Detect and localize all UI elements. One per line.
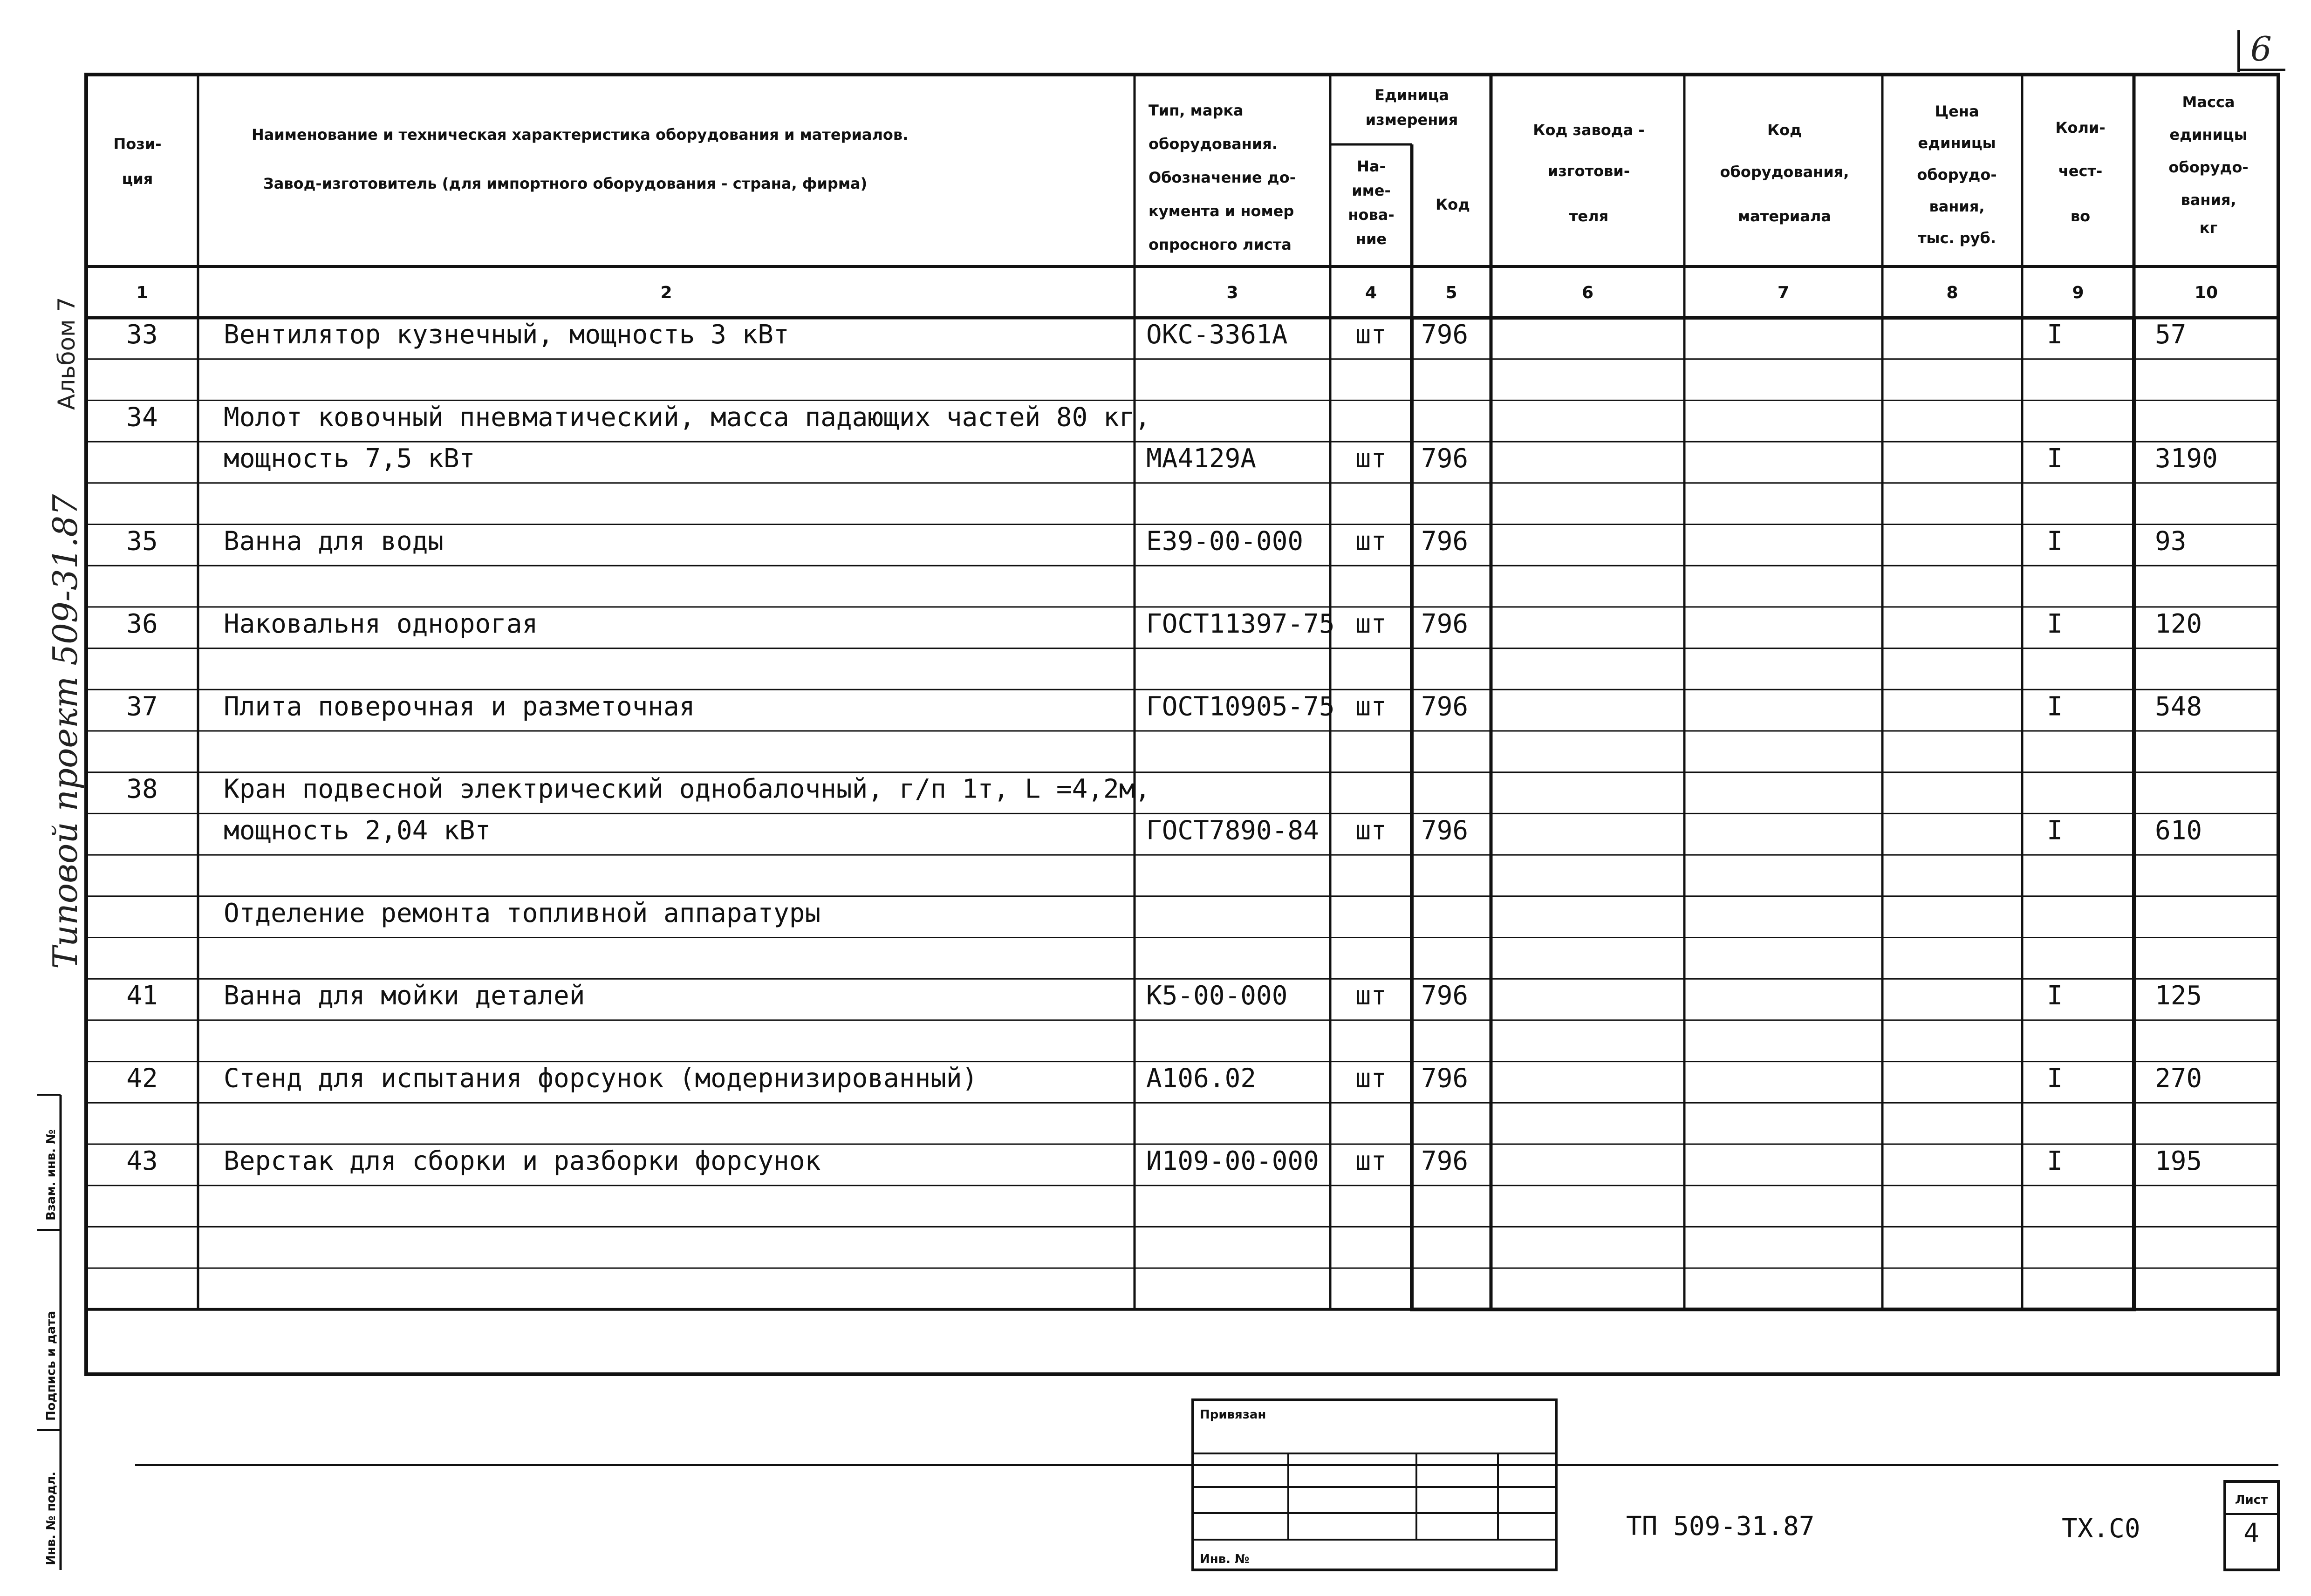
cell-unit-code: 796 (1421, 443, 1469, 474)
cell-type: МА4129А (1146, 443, 1257, 474)
cell-type: ГОСТ10905-75 (1146, 691, 1335, 722)
cell-position: 38 (126, 774, 158, 805)
cell-mass: 120 (2155, 608, 2202, 639)
hdr-type-1: Тип, марка (1149, 102, 1244, 119)
cell-name: Стенд для испытания форсунок (модернизированный) (224, 1063, 978, 1094)
cell-name: мощность 2,04 кВт (224, 815, 491, 846)
hdr-type-5: опросного листа (1149, 236, 1292, 253)
hdr-plant-1: Код завода - (1533, 121, 1645, 139)
list-label: Лист (2235, 1493, 2268, 1507)
cell-mass: 93 (2155, 526, 2187, 557)
doc-code: ТП 509-31.87 (1626, 1511, 1815, 1541)
table-row (126, 320, 2186, 350)
cell-mass: 195 (2155, 1146, 2202, 1176)
list-number: 4 (2243, 1518, 2259, 1548)
hdr-unitname-3: нова- (1348, 206, 1395, 224)
cell-unit: шт (1355, 1146, 1387, 1176)
hdr-unitname-4: ние (1355, 230, 1387, 248)
hdr-unitname-2: име- (1352, 182, 1391, 199)
cell-mass: 125 (2155, 981, 2202, 1011)
cell-name: Наковальня однорогая (224, 608, 538, 639)
cell-unit: шт (1355, 526, 1387, 557)
column-number: 1 (136, 283, 148, 302)
cell-unit-code: 796 (1421, 691, 1469, 722)
hdr-price-1: Цена (1935, 102, 1979, 120)
privyazan-label: Привязан (1200, 1408, 1266, 1422)
hdr-price-2: единицы (1918, 134, 1996, 152)
hdr-type-3: Обозначение до- (1149, 169, 1296, 186)
hdr-mass-2: единицы (2169, 126, 2248, 143)
cell-quantity: I (2047, 691, 2063, 722)
column-number: 6 (1581, 283, 1594, 302)
hdr-name-1: Наименование и техническая характеристика оборудования и материалов. (252, 126, 909, 143)
cell-unit: шт (1355, 443, 1387, 474)
hdr-mass-4: вания, (2181, 191, 2236, 209)
cell-unit-code: 796 (1421, 319, 1469, 350)
cell-quantity: I (2047, 319, 2063, 350)
cell-position: 33 (126, 319, 158, 350)
cell-name: Верстак для сборки и разборки форсунок (224, 1146, 821, 1176)
hdr-unit-code: Код (1436, 196, 1470, 213)
cell-name: Кран подвесной электрический однобалочный, г/п 1т, L =4,2м, (224, 774, 1151, 805)
cell-type: ОКС-3361А (1146, 319, 1288, 350)
hdr-mass-5: кг (2199, 219, 2218, 237)
cell-unit: шт (1355, 815, 1387, 846)
column-number: 2 (660, 283, 672, 302)
cell-unit-code: 796 (1421, 981, 1469, 1011)
column-number: 3 (1226, 283, 1238, 302)
column-number: 8 (1946, 283, 1958, 302)
hdr-name-2: Завод-изготовитель (для импортного оборудования - страна, фирма) (263, 175, 868, 192)
table-row (126, 774, 1150, 805)
cell-unit-code: 796 (1421, 1063, 1469, 1094)
hdr-qty-1: Коли- (2055, 119, 2106, 136)
cell-mass: 610 (2155, 815, 2202, 846)
cell-unit-code: 796 (1421, 526, 1469, 557)
cell-unit: шт (1355, 608, 1387, 639)
hdr-plant-2: изготови- (1547, 162, 1630, 180)
hdr-equip-3: материала (1738, 207, 1831, 225)
cell-name: Ванна для воды (224, 526, 444, 557)
cell-unit: шт (1355, 1063, 1387, 1094)
cell-position: 34 (126, 402, 158, 433)
project-label: Типовой проект 509-31.87 (46, 494, 85, 969)
hdr-pos-1: Пози- (113, 135, 162, 153)
table-row (126, 1064, 2202, 1094)
table-row (224, 443, 2218, 474)
hdr-price-5: тыс. руб. (1917, 229, 1996, 247)
table-body (126, 320, 2218, 1176)
hdr-type-4: кумента и номер (1149, 202, 1294, 220)
cell-type: Е39-00-000 (1146, 526, 1304, 557)
hdr-unit-2: измерения (1365, 111, 1458, 129)
table-row (126, 402, 1150, 432)
hdr-equip-1: Код (1767, 121, 1802, 139)
cell-name: Ванна для мойки деталей (224, 981, 585, 1011)
table-row (224, 898, 820, 928)
cell-quantity: I (2047, 981, 2063, 1011)
inv-no-label: Инв. № (1200, 1552, 1250, 1566)
cell-unit: шт (1355, 981, 1387, 1011)
margin-vzam-inv: Взам. инв. № (44, 1129, 58, 1221)
cell-type: ГОСТ11397-75 (1146, 608, 1335, 639)
column-number: 4 (1365, 283, 1377, 302)
cell-position: 42 (126, 1063, 158, 1094)
hdr-qty-2: чест- (2058, 162, 2103, 180)
cell-name: Отделение ремонта топливной аппаратуры (224, 898, 821, 928)
hdr-equip-2: оборудования, (1720, 163, 1849, 181)
margin-inv-podl: Инв. № подл. (44, 1471, 58, 1565)
cell-position: 41 (126, 981, 158, 1011)
column-number: 5 (1445, 283, 1457, 302)
hdr-unit-1: Единица (1374, 86, 1449, 104)
cell-unit-code: 796 (1421, 815, 1469, 846)
cell-position: 35 (126, 526, 158, 557)
cell-mass: 548 (2155, 691, 2202, 722)
table-header (113, 86, 2248, 253)
sheet-corner-number: 6 (2250, 29, 2272, 68)
column-numbers (136, 283, 2218, 302)
margin-podpis-data: Подпись и дата (44, 1310, 58, 1421)
cell-position: 43 (126, 1146, 158, 1176)
column-number: 10 (2194, 283, 2218, 302)
cell-mass: 57 (2155, 319, 2187, 350)
cell-type: К5-00-000 (1146, 981, 1288, 1011)
row-lines (86, 359, 2278, 1268)
column-number: 9 (2072, 283, 2084, 302)
table-row (126, 691, 2202, 722)
cell-quantity: I (2047, 1063, 2063, 1094)
cell-quantity: I (2047, 443, 2063, 474)
hdr-unitname-1: На- (1357, 157, 1386, 175)
hdr-pos-2: ция (122, 170, 153, 188)
cell-unit-code: 796 (1421, 1146, 1469, 1176)
cell-name: Вентилятор кузнечный, мощность 3 кВт (224, 319, 789, 350)
album-label: Альбом 7 (53, 297, 80, 410)
cell-position: 37 (126, 691, 158, 722)
cell-quantity: I (2047, 815, 2063, 846)
cell-quantity: I (2047, 526, 2063, 557)
hdr-price-4: вания, (1929, 198, 1985, 215)
cell-unit-code: 796 (1421, 608, 1469, 639)
cell-type: А106.02 (1146, 1063, 1257, 1094)
title-block (135, 1400, 2278, 1570)
cell-position: 36 (126, 608, 158, 639)
cell-name: Молот ковочный пневматический, масса падающих частей 80 кг, (224, 402, 1151, 433)
hdr-type-2: оборудования. (1149, 135, 1278, 153)
column-number: 7 (1777, 283, 1790, 302)
cell-unit: шт (1355, 691, 1387, 722)
cell-mass: 3190 (2155, 443, 2218, 474)
hdr-mass-1: Масса (2182, 93, 2235, 111)
hdr-qty-3: во (2070, 207, 2091, 225)
table-row (126, 609, 2202, 639)
hdr-mass-3: оборудо- (2168, 158, 2249, 176)
cell-name: мощность 7,5 кВт (224, 443, 475, 474)
cell-quantity: I (2047, 608, 2063, 639)
cell-mass: 270 (2155, 1063, 2202, 1094)
table-frame (86, 75, 2278, 1374)
cell-unit: шт (1355, 319, 1387, 350)
cell-quantity: I (2047, 1146, 2063, 1176)
hdr-plant-3: теля (1569, 207, 1609, 225)
table-row (224, 815, 2202, 846)
cell-type: ГОСТ7890-84 (1146, 815, 1319, 846)
cell-type: И109-00-000 (1146, 1146, 1319, 1176)
table-row (126, 981, 2202, 1011)
doc-mark: ТХ.С0 (2062, 1514, 2140, 1544)
table-row (126, 1146, 2202, 1176)
table-row (126, 526, 2186, 556)
cell-name: Плита поверочная и разметочная (224, 691, 695, 722)
hdr-price-3: оборудо- (1917, 166, 1997, 184)
